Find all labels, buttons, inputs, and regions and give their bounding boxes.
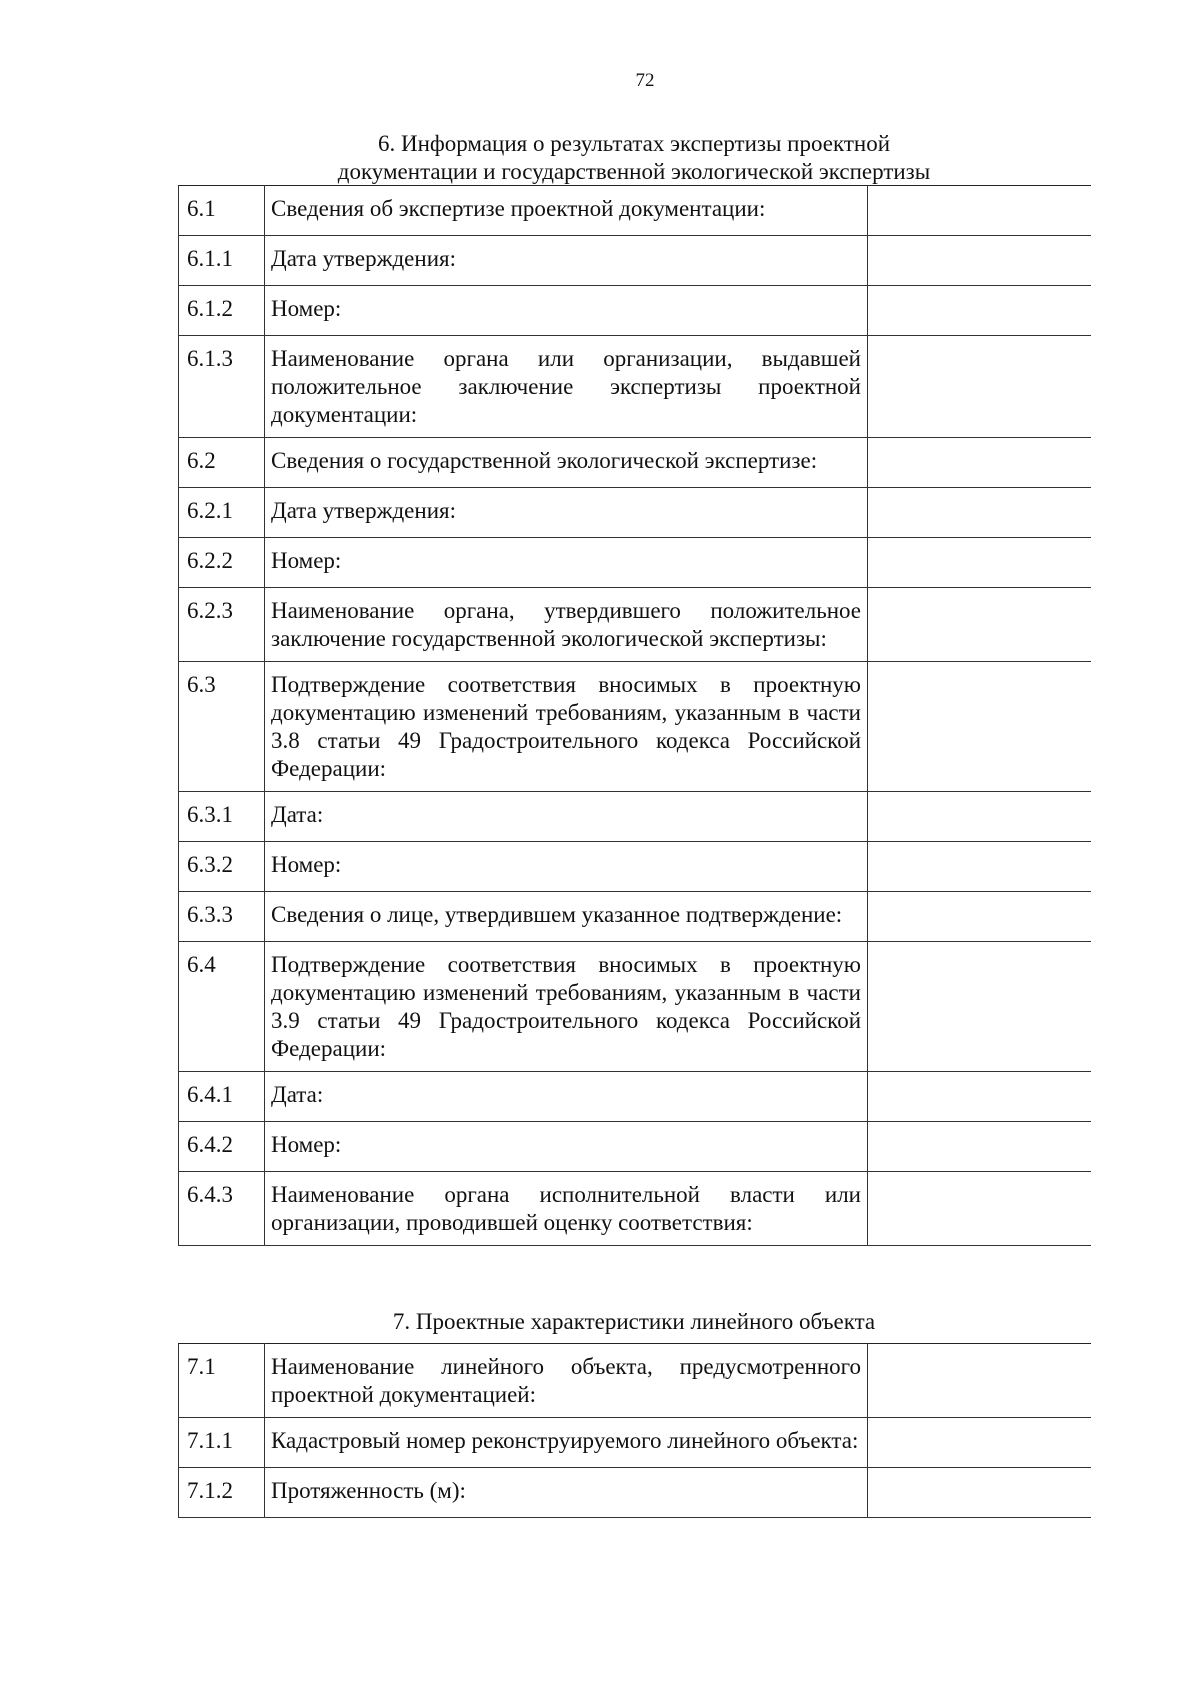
item-value-field[interactable]: [868, 588, 1091, 662]
item-number: 6.2.3: [179, 588, 265, 662]
item-description: Сведения о государственной экологической экспертизе:: [265, 438, 868, 488]
item-description: Подтверждение соответствия вносимых в проектную документацию изменений требованиям, указанным в части 3.9 статьи 49 Градостроительного кодекса Российской Федерации:: [265, 942, 868, 1072]
item-value-field[interactable]: [868, 1418, 1091, 1468]
table-row: [179, 1344, 1091, 1418]
item-number: 6.4: [179, 942, 265, 1072]
item-description: Дата утверждения:: [265, 236, 868, 286]
table-row: [179, 186, 1091, 236]
item-value-field[interactable]: [868, 286, 1091, 336]
item-number: 6.1.2: [179, 286, 265, 336]
item-number: 6.4.3: [179, 1172, 265, 1246]
item-description: Дата:: [265, 792, 868, 842]
item-number: 7.1.1: [179, 1418, 265, 1468]
item-number: 6.2: [179, 438, 265, 488]
item-value-field[interactable]: [868, 942, 1091, 1072]
section-6-title-line-2: документации и государственной экологической экспертизы: [337, 159, 931, 184]
item-number: 6.4.2: [179, 1122, 265, 1172]
item-value-field[interactable]: [868, 488, 1091, 538]
item-value-field[interactable]: [868, 1172, 1091, 1246]
item-description: Наименование органа исполнительной власти или организации, проводившей оценку соответствия:: [265, 1172, 868, 1246]
table-row: [179, 236, 1091, 286]
item-number: 6.3.1: [179, 792, 265, 842]
item-description: Номер:: [265, 842, 868, 892]
section-6-title: [178, 130, 1090, 186]
item-description: Наименование органа, утвердившего положительное заключение государственной экологической экспертизы:: [265, 588, 868, 662]
table-row: [179, 538, 1091, 588]
item-description: Номер:: [265, 1122, 868, 1172]
table-row: [179, 1468, 1091, 1518]
item-value-field[interactable]: [868, 1072, 1091, 1122]
item-number: 6.1: [179, 186, 265, 236]
table-row: [179, 792, 1091, 842]
item-value-field[interactable]: [868, 892, 1091, 942]
item-number: 6.3.3: [179, 892, 265, 942]
section-6-table: [178, 185, 1091, 1246]
item-description: Подтверждение соответствия вносимых в проектную документацию изменений требованиям, указанным в части 3.8 статьи 49 Градостроительного кодекса Российской Федерации:: [265, 662, 868, 792]
item-description: Наименование органа или организации, выдавшей положительное заключение экспертизы проектной документации:: [265, 336, 868, 438]
item-number: 6.2.1: [179, 488, 265, 538]
item-value-field[interactable]: [868, 186, 1091, 236]
item-number: 7.1.2: [179, 1468, 265, 1518]
page-number: 72: [635, 70, 655, 91]
item-description: Протяженность (м):: [265, 1468, 868, 1518]
table-row: [179, 1172, 1091, 1246]
table-row: [179, 488, 1091, 538]
table-row: [179, 286, 1091, 336]
item-description: Кадастровый номер реконструируемого линейного объекта:: [265, 1418, 868, 1468]
table-row: [179, 1122, 1091, 1172]
item-number: 6.3: [179, 662, 265, 792]
item-description: Дата:: [265, 1072, 868, 1122]
item-number: 7.1: [179, 1344, 265, 1418]
item-number: 6.1.1: [179, 236, 265, 286]
table-row: [179, 942, 1091, 1072]
item-number: 6.2.2: [179, 538, 265, 588]
item-description: Наименование линейного объекта, предусмотренного проектной документацией:: [265, 1344, 868, 1418]
item-description: Сведения о лице, утвердившем указанное подтверждение:: [265, 892, 868, 942]
item-number: 6.3.2: [179, 842, 265, 892]
section-7-table: [178, 1343, 1091, 1518]
table-row: [179, 842, 1091, 892]
item-description: Номер:: [265, 286, 868, 336]
table-row: [179, 1072, 1091, 1122]
item-value-field[interactable]: [868, 1122, 1091, 1172]
item-value-field[interactable]: [868, 336, 1091, 438]
table-row: [179, 662, 1091, 792]
item-value-field[interactable]: [868, 236, 1091, 286]
item-number: 6.1.3: [179, 336, 265, 438]
item-description: Дата утверждения:: [265, 488, 868, 538]
item-value-field[interactable]: [868, 662, 1091, 792]
item-value-field[interactable]: [868, 538, 1091, 588]
table-row: [179, 438, 1091, 488]
item-description: Номер:: [265, 538, 868, 588]
item-value-field[interactable]: [868, 792, 1091, 842]
section-7-title: 7. Проектные характеристики линейного объекта: [392, 1309, 876, 1334]
section-6-title-line-1: 6. Информация о результатах экспертизы проектной: [377, 131, 891, 156]
item-value-field[interactable]: [868, 1344, 1091, 1418]
item-value-field[interactable]: [868, 1468, 1091, 1518]
table-row: [179, 588, 1091, 662]
table-row: [179, 1418, 1091, 1468]
table-row: [179, 336, 1091, 438]
item-value-field[interactable]: [868, 438, 1091, 488]
item-description: Сведения об экспертизе проектной документации:: [265, 186, 868, 236]
table-row: [179, 892, 1091, 942]
item-value-field[interactable]: [868, 842, 1091, 892]
item-number: 6.4.1: [179, 1072, 265, 1122]
